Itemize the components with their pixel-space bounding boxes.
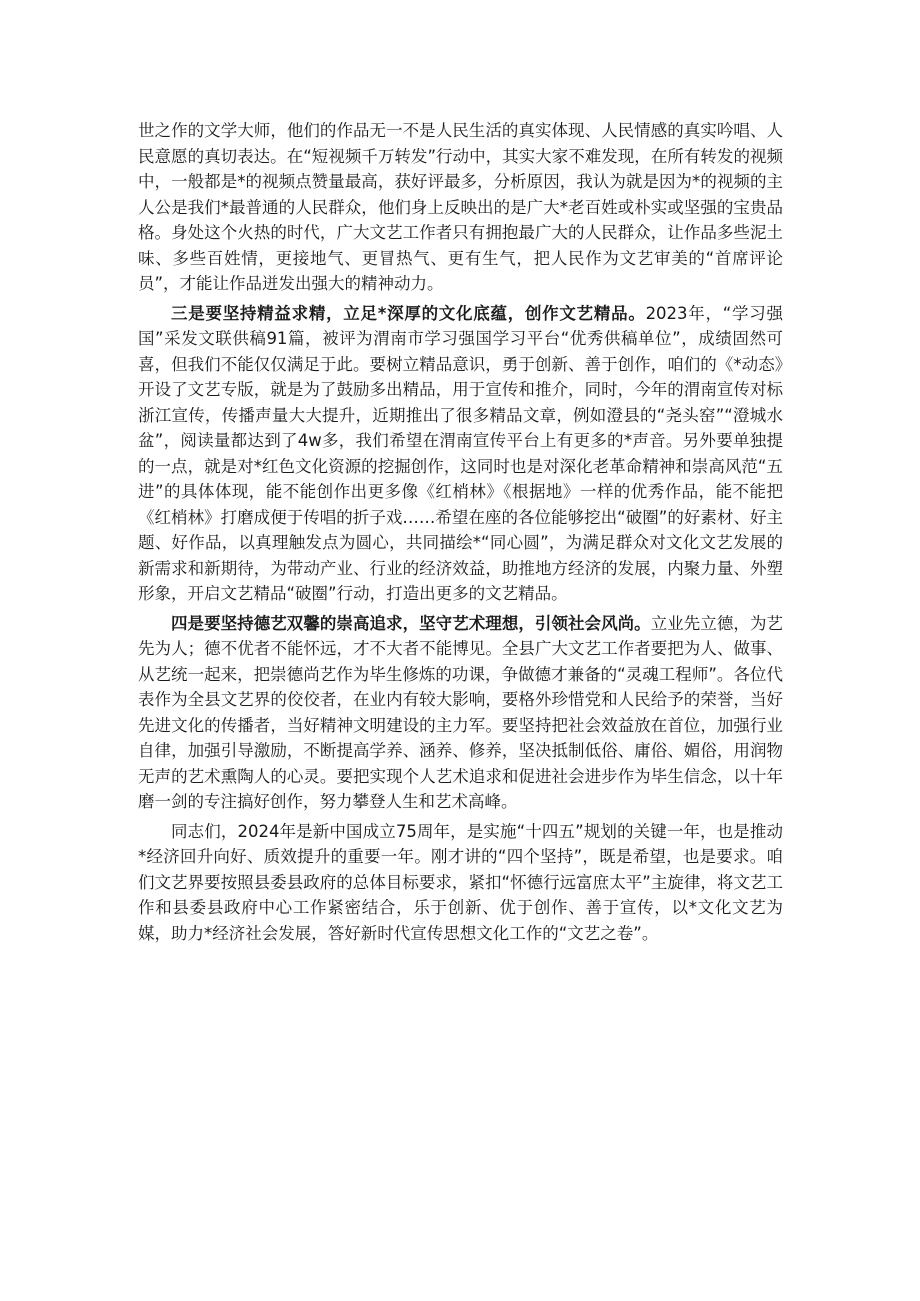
paragraph-text: 世之作的文学大师，他们的作品无一不是人民生活的真实体现、人民情感的真实吟唱、人民意愿的真切表达。在“短视频千万转发”行动中，其实大家不难发现，在所有转发的视频中，一般都是*的视频点赞量最高，获好评最多，分析原因，我认为就是因为*的视频的主人公是我们*最普通的人民群众，他们身上反映出的是广大*老百姓或朴实或坚强的宝贵品格。身处这个火热的时代，广大文艺工作者只有拥抱最广大的人民群众，让作品多些泥土味、多些百姓情，更接地气、更冒热气、更有生气，把人民作为文艺审美的“首席评论员”，才能让作品迸发出强大的精神动力。 xyxy=(138,121,783,293)
paragraph-text: 2023年，“学习强国”采发文联供稿91篇，被评为渭南市学习强国学习平台“优秀供稿单位”，成绩固然可喜，但我们不能仅仅满足于此。要树立精品意识，勇于创新、善于创作，咱们的《*动态》开设了文艺专版，就是为了鼓励多出精品，用于宣传和推介，同时，今年的渭南宣传对标浙江宣传，传播声量大大提升，近期推出了很多精品文章，例如澄县的“尧头窑”“澄城水盆”，阅读量都达到了4w多，我们希望在渭南宣传平台上有更多的*声音。另外要单独提的一点，就是对*红色文化资源的挖掘创作，这同时也是对深化老革命精神和崇高风范“五进”的具体体现，能不能创作出更多像《红梢林》《根据地》一样的优秀作品，能不能把《红梢林》打磨成便于传唱的折子戏……希望在座的各位能够挖出“破圈”的好素材、好主题、好作品，以真理触发点为圆心，共同描绘*“同心圆”，为满足群众对文化文艺发展的新需求和新期待，为带动产业、行业的经济效益，助推地方经济的发展，内聚力量、外塑形象，开启文艺精品“破圈”行动，打造出更多的文艺精品。 xyxy=(138,303,783,603)
paragraph-point-three xyxy=(138,301,783,607)
document-body xyxy=(138,118,783,950)
paragraph-lead-heading: 四是要坚持德艺双馨的崇高追求，坚守艺术理想，引领社会风尚。 xyxy=(171,613,651,633)
paragraph-continuation xyxy=(138,118,783,297)
paragraph-text: 同志们，2024年是新中国成立75周年，是实施“十四五”规划的关键一年，也是推动*经济回升向好、质效提升的重要一年。刚才讲的“四个坚持”，既是希望，也是要求。咱们文艺界要按照县委县政府的总体目标要求，紧扣“怀德行远富庶太平”主旋律，将文艺工作和县委县政府中心工作紧密结合，乐于创新、优于创作、善于宣传，以*文化文艺为媒，助力*经济社会发展，答好新时代宣传思想文化工作的“文艺之卷”。 xyxy=(138,821,783,943)
paragraph-conclusion xyxy=(138,819,783,947)
paragraph-point-four xyxy=(138,611,783,815)
paragraph-text: 立业先立德，为艺先为人；德不优者不能怀远，才不大者不能博见。全县广大文艺工作者要把为人、做事、从艺统一起来，把崇德尚艺作为毕生修炼的功课，争做德才兼备的“灵魂工程师”。各位代表作为全县文艺界的佼佼者，在业内有较大影响，要格外珍惜党和人民给予的荣誉，当好先进文化的传播者，当好精神文明建设的主力军。要坚持把社会效益放在首位，加强行业自律，加强引导激励，不断提高学养、涵养、修养，坚决抵制低俗、庸俗、媚俗，用润物无声的艺术熏陶人的心灵。要把实现个人艺术追求和促进社会进步作为毕生信念，以十年磨一剑的专注搞好创作，努力攀登人生和艺术高峰。 xyxy=(138,613,784,811)
paragraph-lead-heading: 三是要坚持精益求精，立足*深厚的文化底蕴，创作文艺精品。 xyxy=(171,303,646,323)
